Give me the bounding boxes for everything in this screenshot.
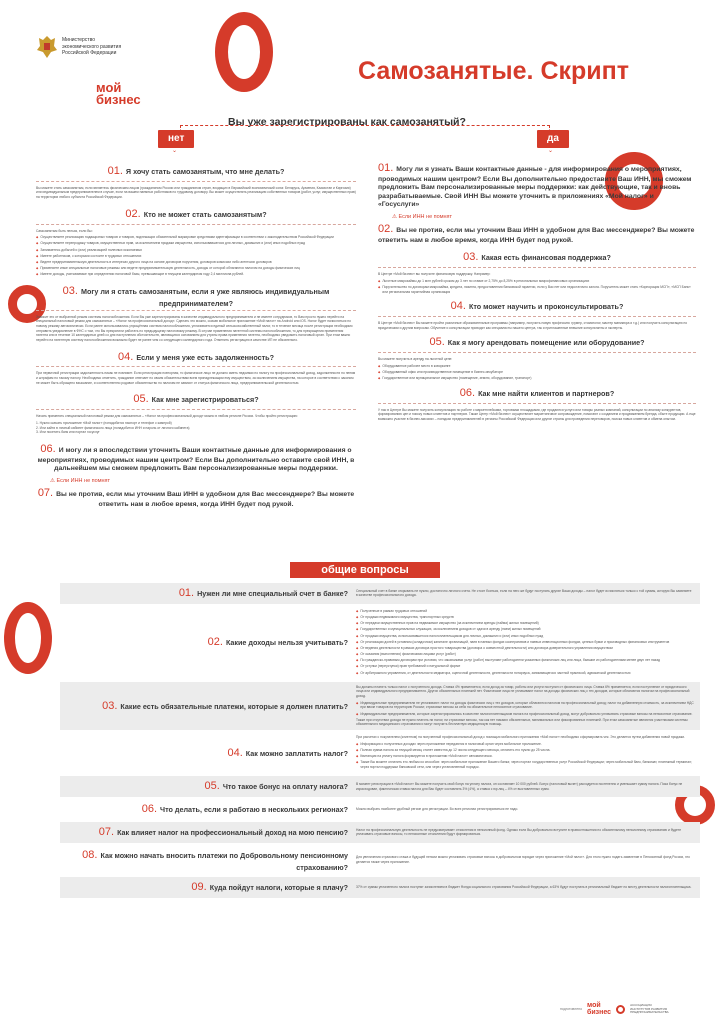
list-item: ◆ Занимаетесь добычей и (или) реализацией полезных ископаемых (36, 248, 356, 253)
faq-row: 03. Какие есть обязательные платежи, которые я должен платить? Вы должны платить только налог с полученного дохода. Ставка 4% применяется, если доход за товар, работы или услуги поступил от физического лица. Ставка 6% применяется, если поступление от юридического лица или индивидуального предпринимателя. Других обязательных платежей нет. Физические лица не уплачивают налог на доходы физических лиц с тех доходов, которые облагаются налогом на профессиональный доход. ◆ Индивидуальные предприниматели не уплачивают: налог на доходы физических лиц с тех доходов, которые облагаются налогом на профессиональный доход; налог на добавленную стоимость, за исключением НДС при ввозе товаров на территорию России; страховые взносы за себя на обязательное пенсионное страхование. ◆ Индивидуальные предприниматели, которые зарегистрировались в качестве налогоплательщиков налога на профессиональный доход, могут добровольно уплачивать страховые взносы на пенсионное страхование. Также при отсутствии дохода не нужно платить ни налог, ни страховые взносы, так как нет никаких обязательных, минимальных или фиксированных платежей. При этом самозанятые являются участниками системы обязательного медицинского страхования и могут получить бесплатную медицинскую помощь. (60, 682, 700, 730)
list-item: ◆ Льготные микрозаймы до 1 млн рублей сроком до 3 лет по ставке от 2,75% до 8,25% в региональных микрофинансовых организациях (378, 279, 696, 284)
list-item: ◆ Осуществляете реализацию подакцизных товаров и товаров, подлежащих обязательной маркировке средствами идентификации в соответствии с законодательством Российской Федерации (36, 235, 356, 240)
assoc-logo-icon (616, 1005, 625, 1014)
inn-forgot-left: ⚠ Если ИНН не помнят (50, 477, 111, 484)
footer (560, 1003, 720, 1016)
prepared-label: подготовлено (560, 1007, 583, 1012)
warning-icon: ⚠ (50, 477, 57, 484)
left-q4: 04. Если у меня уже есть задолженность? (118, 350, 274, 363)
faq-row: 09. Куда пойдут налоги, которые я плачу? 37% от суммы уплаченного налога поступят зачислением в бюджет Фонда социального страхования Российской Федерации, а 63% будут поступать в региональный бюджет по месту деятельности налогоплательщика. (60, 877, 700, 898)
list-item: ◆ Государственное или муниципальное имущество (помещение, землю, оборудование, транспорт) (378, 376, 696, 381)
list-item: ◆ От передачи имущественных прав на недвижимое имущество (за исключением аренды (найма) жилых помещений) (356, 621, 694, 626)
left-q5-text: Начать применять специальный налоговый режим для самозанятых – «Налог на профессиональный доход» можно в любом регионе России. Чтобы пройти регистрацию: (36, 414, 298, 419)
list-item: ◆ Квитанция на уплату налога формируется в приложении «Мой налог» автоматически. (356, 754, 694, 759)
faq-answer: Можно выбрать наиболее удобный регион для регистрации. Во всех регионах регистрироваться не надо. (356, 807, 519, 812)
faq-list (60, 583, 700, 900)
step-1: 1. Нужно скачать приложение «Мой налог» (понадобится паспорт и телефон с камерой) (36, 420, 172, 425)
faq-answer: 37% от суммы уплаченного налога поступят зачислением в бюджет Фонда социального страхования Российской Федерации, а 63% будут поступать в региональный бюджет по месту деятельности налогоплательщика. (356, 885, 692, 890)
faq-title: общие вопросы (321, 564, 409, 576)
faq-answer: При расчетах с покупателем (клиентом) на полученный профессиональный доход с помощью мобильного приложения «Мой налог» необходимо сформировать чек. Это делается путем добавления новой продажи. (356, 735, 686, 740)
right-q4-text: В Центре «Мой бизнес» Вы можете пройти различные образовательные программы (например, получить новую профессию: грумер, стоматолог, мастер маникюра и т.д.) или получить консультацию по юридическим и другим вопросам. Обучение и консультации проводят как специалисты нашего центра, так и приглашенные внешние консультанты и эксперты. (378, 321, 688, 330)
list-item: ◆ От продажи недвижимого имущества, транспортных средств (356, 615, 694, 620)
list-item: ◆ Индивидуальные предприниматели не уплачивают: налог на доходы физических лиц с тех доходов, которые облагаются налогом на профессиональный доход; налог на добавленную стоимость, за исключением НДС при ввозе товаров на территорию России; страховые взносы за себя на обязательное пенсионное страхование. (356, 701, 694, 710)
faq-row: 02. Какие доходы нельзя учитывать? ◆ Полученные в рамках трудовых отношений ◆ От продажи недвижимого имущества, транспортных средств ◆ От передачи имущественных прав на недвижимое имущество (за исключением аренды (найма) жилых помещений) ◆ Государственных и муниципальных служащих, за исключением доходов от сдачи в аренду (наем) жилых помещений ◆ От продажи имущества, использовавшегося налогоплательщиком для личных, домашних и (или) иных подобных нужд ◆ От реализации долей в уставном (складочном) капитале организаций, паев в паевых фондах кооперативов и паевых инвестиционных фондах, ценных бумаг и производных финансовых инструментов ◆ От ведения деятельности в рамках договора простого товарищества (договора о совместной деятельности) или договора доверительного управления имуществом ◆ От оказания (выполнения) физическими лицами услуг (работ) ◆ По гражданско-правовым договорам при условии, что заказчиками услуг (работ) выступают работодатели указанных физических лиц или лица, бывшие их работодателями менее двух лет назад ◆ От уступки (переуступки) прав требований и натуральной форме ◆ От арбитражного управления, от деятельности медиатора, оценочной деятельности, деятельности нотариуса, занимающегося частной практикой, адвокатской деятельностью (60, 606, 700, 680)
faq-answer: Налог на профессиональную деятельность не предусматривает отчисления в пенсионный фонд. Однако если Вы добровольно вступите в правоотношения по обязательному пенсионному страхованию и будете уплачивать страховые взносы, то пенсионные отчисления будут формироваться. (356, 827, 682, 837)
list-item: ◆ Оборудованное рабочее место в коворкинге (378, 364, 696, 369)
list-item: ◆ От реализации долей в уставном (складочном) капитале организаций, паев в паевых фондах кооперативов и паевых инвестиционных фондах, ценных бумаг и производных финансовых инструментов (356, 640, 694, 645)
left-q3: 03. Могу ли я стать самозанятым, если я уже являюсь индивидуальным предпринимателем? (62, 284, 330, 308)
left-column (36, 165, 356, 509)
list-item: ◆ От ведения деятельности в рамках договора простого товарищества (договора о совместной деятельности) или договора доверительного управления имуществом (356, 646, 694, 651)
mybiz-logo (96, 82, 141, 107)
step-2: 2. Или зайти в личный кабинет физического лица (понадобится ИНН и пароль от личного кабинета) (36, 425, 190, 430)
right-q1: 01. Могу ли я узнать Ваши контактные данные - для информирования о мероприятиях, проводимых нашим центром? Если Вы дополнительно предоставите Ваш ИНН, мы сможем предложить Вам персонализированные меры поддержки: как действующие, так и вновь разрабатываемые. Свой ИНН Вы можете уточнить в приложениях «Мой налог» и «Госуслуги» (378, 162, 692, 209)
left-q3-text: Зависит это от выбранной режим системы налогообложения. Если Вы уже зарегистрированы в качестве индивидуального предпринимателя и не имеете сотрудников, то Вам просто нужно перейти на специальный налоговый режим для самозанятых – «Налог на профессиональный доход». Сделать это можно, скачав мобильное приложение «Мой налог» на Android или iOS. Налог будет начисляться по новому режиму автоматически. Если ранее использовались упрощённая система налогообложения, уплачивается единый сельскохозяйственный налог, то в течение месяца после регистрации необходимо отправить уведомление в ФНС о том, что Вы прекратили работать по предыдущему налоговому режиму. В случае применения патентной системы налогообложения, то для прекращения применения патента или в течение 10 календарных дней со дня наступления обстоятельств, являющихся основанием для утраты права применения патента, необходимо уведомить налоговый орган. При этом важно перейти на патентную систему налогообложения возможно будет не ранее чем со следующего календарного года. Отменить регистрацию в качестве ИП не обязательно. (36, 314, 353, 342)
chevron-down-icon: ⌄ (548, 148, 554, 154)
list-item: ◆ Государственных и муниципальных служащих, за исключением доходов от сдачи в аренду (наем) жилых помещений (356, 627, 694, 632)
left-q1-text: Вы можете стать самозанятым, если являетесь физическим лицом (гражданином России или гражданином стран, входящих в Евразийский экономический союз: Беларусь, Армения, Казахстан и Киргизия) или индивидуальным предпринимателем в случае, если на вашем наемных работников по трудовому договору. Вы может осуществлять реализацию собственных товаров (работ, услуг, имущественных прав) на территории любого субъекта Российской Федерации. (36, 185, 356, 200)
yes-branch-label: да (537, 130, 569, 148)
right-q3: 03. Какая есть финансовая поддержка? (463, 251, 611, 264)
ministry-name: Министерство экономического развития Российской Федерации (62, 37, 122, 56)
main-question: Вы уже зарегистрированы как самозанятый? (228, 116, 466, 128)
faq-answer: В момент регистрации в «Мой налог» Вы можете получить свой бонус на уплату налога, он составляет 10 000 рублей. Бонус (налоговый вычет) расходуется постепенно и уменьшает сумму налога. Пока бонус не израсходован, фактическая ставка налога для Вас будет составлять 3% (4%), а ставка с юр.лиц – 4% от выставленных сумм. (356, 781, 683, 791)
list-item: ◆ Поручительство по договорам микрозайма, кредита, лизинга, предоставления банковской гарантии, если у Вас нет или недостаточно залога. Поручитель может стать «Корпорация МСП», «МСП Банк» или региональная гарантийная организация (378, 285, 696, 294)
left-q2: 02. Кто не может стать самозанятым? (125, 207, 267, 220)
list-item: ◆ От продажи имущества, использовавшегося налогоплательщиком для личных, домашних и (или) иных подобных нужд (356, 634, 694, 639)
right-column (378, 162, 696, 422)
left-q7: 07. Вы не против, если мы уточним Ваш ИНН в удобном для Вас мессенджере? Вы можете ответить нам в любое время, когда ИНН будет под рукой. (37, 487, 355, 508)
list-item: ◆ Оборудованный офис или производственное помещение в бизнес-инкубаторе (378, 370, 696, 375)
left-q4-text: При первичной регистрации задолженность никак не повлияет. Если регистрация повторная, то физическое лицо не должно иметь недоимки по налогу на профессиональный доход, задолженности по пеням и штрафам по такому налогу. Необходимо отметить, гражданин отвечает по своим обязательствам всем принадлежащим ему имуществом, за исключением имущества, на которое в соответствии с законом не может быть обращено взыскание, и соответственно родовое обязательство по налогам не зависит от статуса физического лица, предпринимательской деятельностью. (36, 371, 356, 385)
list-item: ◆ От арбитражного управления, от деятельности медиатора, оценочной деятельности, деятельности нотариуса, занимающегося частной практикой, адвокатской деятельностью (356, 671, 694, 676)
inn-forgot-right: ⚠ Если ИНН не помнят (392, 213, 453, 220)
list-item: ◆ По гражданско-правовым договорам при условии, что заказчиками услуг (работ) выступают работодатели указанных физических лиц или лица, бывшие их работодателями менее двух лет назад (356, 658, 694, 663)
faq-header (0, 562, 724, 578)
faq-answer: Специальный счет в банке открывать не нужно, достаточно личного счета. Не стоит бояться, если на него же будут поступать другие Ваши доходы – налог будет исчисляться только с той суммы, которую Вы заявляете в качестве профессионального дохода. (356, 588, 692, 598)
faq-row: 05. Что такое бонус на оплату налога? В момент регистрации в «Мой налог» Вы можете получить свой бонус на уплату налога, он составляет 10 000 рублей. Бонус (налоговый вычет) расходуется постепенно и уменьшает сумму налога. Пока бонус не израсходован, фактическая ставка налога для Вас будет составлять 3% (4%), а ставка с юр.лиц – 4% от выставленных сумм. (60, 776, 700, 797)
list-item: ◆ Полная сумма налога за текущий месяц станет известна до 12 числа следующего месяца, оплатить его нужно до 25 числа. (356, 748, 694, 753)
right-q5: 05. Как я могу арендовать помещение или оборудование? (429, 336, 645, 349)
list-item: ◆ Применяете иные специальные налоговые режимы или ведете предпринимательскую деятельность, доходы от которой облагаются налогом на доходы физических лиц (36, 266, 356, 271)
right-q2: 02. Вы не против, если мы уточним Ваш ИНН в удобном для Вас мессенджере? Вы можете ответить нам в любое время, когда ИНН будет под рукой. (378, 223, 695, 244)
faq-row: 08. Как можно начать вносить платежи по Добровольному пенсионному страхованию? Для увеличения страхового стажа и будущей пенсии можно уплачивать страховые взносы в добровольном порядке через приложение «Мой налог». Для этого нужно подать заявление в Пенсионный фонд России, это делается также через приложение. (60, 845, 700, 876)
faq-row: 04. Как можно заплатить налог? При расчетах с покупателем (клиентом) на полученный профессиональный доход с помощью мобильного приложения «Мой налог» необходимо сформировать чек. Это делается путем добавления новой продажи. ◆ Информация о полученных доходах через приложение передаются в налоговый орган через мобильное приложение. ◆ Полная сумма налога за текущий месяц станет известна до 12 числа следующего месяца, оплатить его нужно до 25 числа. ◆ Квитанция на уплату налога формируется в приложении «Мой налог» автоматически. ◆ Также Вы можете оплатить его любым из способов: через мобильное приложение Вашего банка; через портал государственных услуг Российской Федерации; через мобильный банк, банкомат, платежный терминал; через портал поддержки банковской сети, или через установленный порядок. (60, 732, 700, 774)
footer-brand: мой бизнес (587, 1002, 612, 1016)
left-q5: 05. Как мне зарегистрироваться? (133, 393, 259, 406)
chevron-down-icon: ⌄ (172, 148, 178, 154)
page-title: Самозанятые. Скрипт (358, 57, 629, 85)
left-q6: 06. И могу ли я впоследствии уточнить Ваши контактные данные для информирования о мероприятиях, проводимых нашим центром? Если Вы дополнительно оставите свой ИНН, в дальнейшем мы сможем предложить Вам персонализированные меры поддержки. (37, 442, 355, 473)
right-q6-text: У нас в Центре Вы можете получить консультацию по работе с маркетплейсами, торговыми площадками, где продаются услуги или товары разных компаний, консультации по анализу конкурентов, формированию цен и поиску новых клиентов и партнеров. Также Центр «Мой бизнес» осуществляет маркетинговое сопровождение, помогают с созданием и продвижением бренда, сбыте продукции. А еще возможно участие в бизнес-миссиях – поездках предпринимателей в регионы Российской Федерации или другие страны для проведения переговоров, поиска новых клиентов и обмена опытом. (378, 407, 696, 421)
faq-row: 07. Как влияет налог на профессиональный доход на мою пенсию? Налог на профессиональную деятельность не предусматривает отчисления в пенсионный фонд. Однако если Вы добровольно вступите в правоотношения по обязательному пенсионному страхованию и будете уплачивать страховые взносы, то пенсионные отчисления будут формироваться. (60, 822, 700, 843)
no-branch-label: нет (158, 130, 194, 148)
list-item: ◆ Осуществляете перепродажу товаров, имущественных прав, за исключением продажи имущества, использовавшегося для личных, домашних и (или) иных подобных нужд (36, 241, 356, 246)
faq-row: 01. Нужен ли мне специальный счет в банке? Специальный счет в банке открывать не нужно, достаточно личного счета. Не стоит бояться, если на него же будут поступать другие Ваши доходы – налог будет исчисляться только с той суммы, которую Вы заявляете в качестве профессионального дохода. (60, 583, 700, 604)
decor-ring-top (215, 12, 273, 92)
faq-answer: Вы должны платить только налог с полученного дохода. Ставка 4% применяется, если доход за товар, работы или услуги поступил от физического лица. Ставка 6% применяется, если поступление от юридического лица или индивидуального предпринимателя. Других обязательных платежей нет. Физические лица не уплачивают налог на доходы физических лиц с тех доходов, которые облагаются налогом на профессиональный доход. (356, 684, 690, 699)
right-q5-text: Вы можете получить в аренду на льготной цене: (378, 357, 453, 362)
faq-row: 06. Что делать, если я работаю в нескольких регионах? Можно выбрать наиболее удобный регион для регистрации. Во всех регионах регистрироваться не надо. (60, 799, 700, 820)
assoc-name: АССОЦИАЦИЯ ИНСТИТУТОВ РАЗВИТИЯ ПРЕДПРИНИМАТЕЛЬСТВА (630, 1003, 669, 1015)
list-item: ◆ Информация о полученных доходах через приложение передаются в налоговый орган через мобильное приложение. (356, 742, 694, 747)
right-q4: 04. Кто может научить и проконсультировать? (450, 300, 624, 313)
list-item: ◆ Также Вы можете оплатить его любым из способов: через мобильное приложение Вашего банка; через портал государственных услуг Российской Федерации; через мобильный банк, банкомат, платежный терминал; через портал поддержки банковской сети, или через установленный порядок. (356, 760, 694, 769)
right-q6: 06. Как мне найти клиентов и партнеров? (459, 386, 615, 399)
branch-connector (180, 125, 550, 137)
left-q1: 01. Я хочу стать самозанятым, что мне делать? (107, 165, 285, 177)
list-item: ◆ Полученные в рамках трудовых отношений (356, 609, 694, 614)
ministry-emblem (36, 34, 58, 60)
right-q3-text: В Центре «Мой бизнес» вы получите финансовую поддержку. Например: (378, 272, 491, 277)
left-q2-text: Самозанятым быть нельзя, если Вы: (36, 228, 93, 233)
decor-ring-lower (4, 602, 52, 674)
mybiz-logo-text: мой бизнес (96, 80, 141, 108)
list-item: ◆ От уступки (переуступки) прав требований и натуральной форме (356, 664, 694, 669)
list-item: ◆ Имеете работников, с которыми состоите в трудовых отношениях (36, 254, 356, 259)
faq-answer: Также при отсутствии дохода не нужно платить ни налог, ни страховые взносы, так как нет никаких обязательных, минимальных или фиксированных платежей. При этом самозанятые являются участниками системы обязательного медицинского страхования и могут получить бесплатную медицинскую помощь. (356, 717, 688, 727)
list-item: ◆ Индивидуальные предприниматели, которые зарегистрировались в качестве налогоплательщиков налога на профессиональный доход, могут добровольно уплачивать страховые взносы на пенсионное страхование. (356, 712, 694, 717)
list-item: ◆ Имеете доходы, учитываемые при определении налоговой базы, превышающие в текущем календарном году 2,4 миллиона рублей. (36, 272, 356, 277)
list-item: ◆ От оказания (выполнения) физическими лицами услуг (работ) (356, 652, 694, 657)
list-item: ◆ Ведете предпринимательскую деятельность в интересах другого лица на основе договоров поручения, договоров комиссии либо агентских договоров (36, 260, 356, 265)
step-3: 3. Или посетить банк или портал госуслуг (36, 430, 100, 435)
faq-answer: Для увеличения страхового стажа и будущей пенсии можно уплачивать страховые взносы в добровольном порядке через приложение «Мой налог». Для этого нужно подать заявление в Пенсионный фонд России, это делается также через приложение. (356, 855, 690, 864)
warning-icon: ⚠ (392, 213, 399, 220)
